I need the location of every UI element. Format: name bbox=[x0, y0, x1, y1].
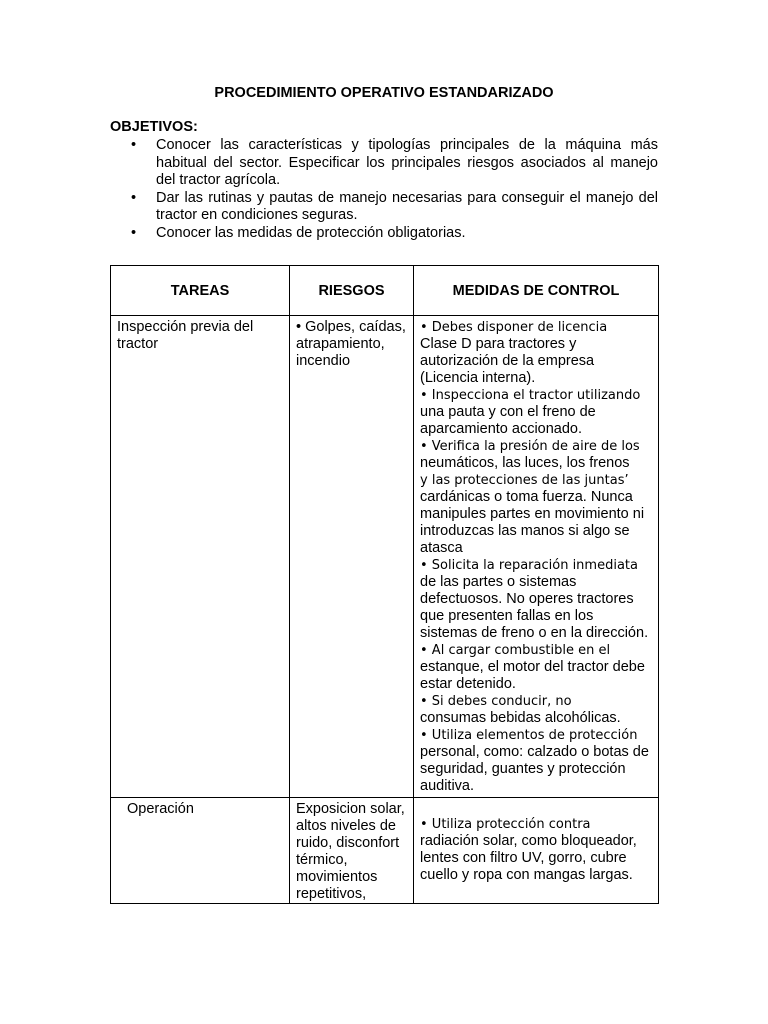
riesgos-cell bbox=[290, 798, 414, 904]
objectives-list bbox=[110, 137, 658, 242]
medida-item: • Si debes conducir, no consumas bebidas alcohólicas. bbox=[420, 694, 621, 726]
control-table bbox=[110, 265, 659, 904]
objective-text: Conocer las características y tipologías principales de la máquina más habitual del sector. Especificar los principales riesgos asociados al manejo del tractor agrícola. bbox=[156, 137, 658, 188]
medida-item: • Debes disponer de licencia Clase D para tractores y autorización de la empresa (Licencia interna). bbox=[420, 320, 608, 386]
page-title: PROCEDIMIENTO OPERATIVO ESTANDARIZADO bbox=[214, 85, 554, 101]
objectives-heading: OBJETIVOS: bbox=[110, 119, 198, 135]
table-row bbox=[111, 316, 659, 798]
list-item bbox=[110, 190, 658, 225]
objective-text: Conocer las medidas de protección obligatorias. bbox=[156, 224, 466, 241]
medida-item: • Inspecciona el tractor utilizando una pauta y con el freno de aparcamiento accionado. bbox=[420, 388, 641, 437]
tarea-text: Inspección previa del tractor bbox=[117, 319, 254, 352]
bullet-icon: • bbox=[131, 224, 137, 241]
header-riesgos: RIESGOS bbox=[290, 266, 414, 316]
medidas-cell bbox=[414, 316, 659, 798]
medida-item: • Solicita la reparación inmediata de las partes o sistemas defectuosos. No operes tractores que presenten fallas en los sistemas de freno o en la dirección. bbox=[420, 558, 649, 641]
table-header-row bbox=[111, 266, 659, 316]
bullet-icon: • bbox=[131, 189, 137, 206]
table-row bbox=[111, 798, 659, 904]
objective-text: Dar las rutinas y pautas de manejo necesarias para conseguir el manejo del tractor en condiciones seguras. bbox=[156, 189, 658, 223]
header-tareas: TAREAS bbox=[111, 266, 290, 316]
tarea-text: Operación bbox=[127, 801, 194, 817]
medidas-cell bbox=[414, 798, 659, 904]
list-item bbox=[110, 137, 658, 190]
tarea-cell bbox=[111, 798, 290, 904]
bullet-icon: • bbox=[131, 137, 137, 153]
riesgos-text: • Golpes, caídas, atrapamiento, incendio bbox=[296, 319, 406, 369]
tarea-cell bbox=[111, 316, 290, 798]
medida-item: • Utiliza protección contra radiación solar, como bloqueador, lentes con filtro UV, gorro, cubre cuello y ropa con mangas largas. bbox=[420, 817, 637, 883]
riesgos-text: Exposicion solar, altos niveles de ruido, disconfort térmico, movimientos repetitivos, bbox=[296, 801, 405, 902]
medida-item: y las protecciones de las juntas’ cardánicas o toma fuerza. Nunca manipules partes en movimiento ni introduzcas las manos si algo se atasca bbox=[420, 473, 645, 556]
riesgos-cell bbox=[290, 316, 414, 798]
medida-item: • Utiliza elementos de protección personal, como: calzado o botas de seguridad, guantes y protección auditiva. bbox=[420, 728, 649, 794]
header-medidas: MEDIDAS DE CONTROL bbox=[414, 266, 659, 316]
medida-item: • Al cargar combustible en el estanque, el motor del tractor debe estar detenido. bbox=[420, 643, 645, 692]
list-item bbox=[110, 225, 658, 243]
medida-item: • Verifica la presión de aire de los neumáticos, las luces, los frenos bbox=[420, 439, 640, 471]
